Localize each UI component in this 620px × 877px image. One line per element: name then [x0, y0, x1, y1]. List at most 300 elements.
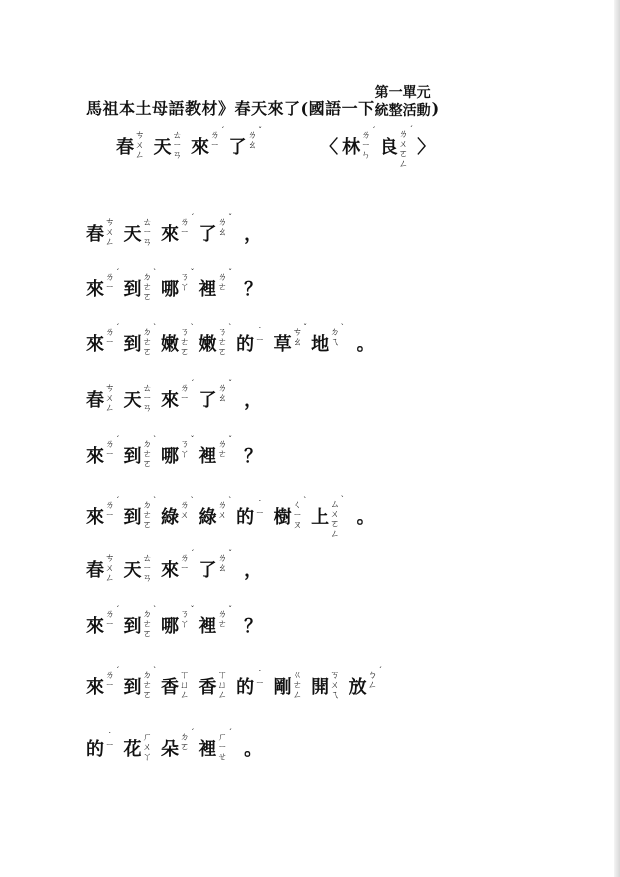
punctuation-mark: ， — [244, 559, 263, 581]
zhuyin-symbol: ㄧ — [255, 335, 265, 347]
character-with-zhuyin — [342, 125, 376, 163]
tone-mark: ˇ — [190, 267, 195, 277]
character-with-zhuyin — [273, 495, 308, 533]
zhuyin-symbol: ㄌ — [180, 552, 190, 564]
punctuation-mark: 。 — [244, 738, 263, 760]
zhuyin-symbol: ㄌ — [105, 608, 115, 620]
zhuyin-symbol: ㄥ — [180, 689, 190, 701]
zhuyin-annotation — [292, 322, 308, 348]
character-with-zhuyin — [198, 548, 233, 581]
zhuyin-annotation — [217, 267, 233, 293]
zhuyin-annotation — [143, 733, 153, 763]
zhuyin-annotation — [142, 666, 158, 701]
zhuyin-annotation — [255, 499, 265, 520]
zhuyin-symbol: ㄛ — [398, 148, 409, 160]
hanzi-character: 的 — [236, 676, 255, 698]
tone-mark: ˋ — [153, 666, 158, 675]
zhuyin-symbol: ㄧ — [142, 226, 153, 238]
hanzi-character: 嫩 — [198, 333, 217, 355]
tone-mark: ˊ — [115, 322, 120, 332]
hanzi-character: 草 — [273, 333, 292, 355]
hanzi-character: 開 — [311, 676, 330, 698]
zhuyin-symbol: ㄧ — [180, 392, 190, 404]
zhuyin-symbol: ㄨ — [142, 741, 153, 753]
punctuation-mark: ， — [244, 389, 263, 411]
zhuyin-symbol: ㄜ — [142, 679, 153, 691]
zhuyin-symbol: ㄊ — [142, 553, 153, 564]
tone-mark: ˊ — [190, 212, 195, 222]
character-with-zhuyin — [198, 212, 233, 245]
zhuyin-annotation — [142, 323, 158, 358]
zhuyin-symbol: ㄉ — [142, 272, 153, 283]
header-unit-top: 第一單元 — [374, 85, 431, 101]
zhuyin-symbol: ㄟ — [330, 689, 340, 701]
hanzi-character: 裡 — [198, 278, 217, 300]
tone-mark: ˊ — [190, 727, 195, 737]
zhuyin-symbol: ㄢ — [172, 149, 183, 161]
zhuyin-annotation — [180, 604, 195, 630]
zhuyin-annotation — [330, 495, 345, 540]
tone-mark: ˇ — [228, 548, 233, 558]
hanzi-character: 來 — [86, 333, 104, 355]
zhuyin-annotation — [217, 548, 233, 574]
character-with-zhuyin — [198, 378, 233, 411]
tone-mark: ˋ — [340, 495, 345, 504]
hanzi-character: 天 — [123, 559, 142, 581]
zhuyin-symbol: ㄌ — [247, 129, 258, 141]
character-with-zhuyin — [86, 267, 120, 300]
zhuyin-symbol: ㄜ — [142, 281, 153, 293]
header-close-paren: ) — [431, 99, 440, 118]
tone-mark: ˊ — [115, 434, 120, 444]
tone-mark: ˊ — [115, 267, 120, 277]
zhuyin-symbol: ㄘ — [105, 383, 115, 394]
zhuyin-annotation — [105, 322, 120, 348]
zhuyin-symbol: ㄧ — [180, 562, 190, 574]
zhuyin-annotation — [143, 554, 153, 584]
punctuation-mark: 。 — [356, 333, 375, 355]
zhuyin-symbol: ㄥ — [367, 679, 378, 691]
zhuyin-annotation — [180, 323, 195, 358]
character-with-zhuyin — [161, 727, 195, 760]
hanzi-character: 的 — [236, 506, 255, 528]
zhuyin-annotation — [105, 604, 120, 630]
tone-mark: ˋ — [153, 435, 158, 444]
character-with-zhuyin — [191, 125, 225, 158]
character-with-zhuyin — [123, 383, 153, 416]
zhuyin-symbol: ㄛ — [142, 519, 153, 531]
hanzi-character: 哪 — [161, 278, 180, 300]
neutral-tone-mark: ˙ — [257, 326, 263, 337]
zhuyin-symbol: ㄧ — [217, 741, 228, 753]
tone-mark: ˇ — [228, 604, 233, 614]
verse-line — [86, 665, 386, 703]
zhuyin-symbol: ㄉ — [180, 731, 190, 743]
zhuyin-symbol: ㄧ — [105, 740, 115, 752]
zhuyin-symbol: ㄚ — [142, 751, 153, 763]
zhuyin-symbol: ㄋ — [217, 327, 228, 338]
tone-mark: ˊ — [190, 378, 195, 388]
zhuyin-symbol: ㄒ — [180, 670, 190, 681]
zhuyin-symbol: ㄌ — [105, 438, 115, 450]
zhuyin-annotation — [217, 728, 233, 763]
worksheet-header — [86, 82, 439, 117]
zhuyin-symbol: ㄧ — [105, 509, 115, 521]
zhuyin-annotation — [105, 665, 120, 691]
character-with-zhuyin — [86, 731, 115, 760]
character-with-zhuyin — [123, 217, 153, 250]
hanzi-character: 到 — [123, 278, 142, 300]
neutral-tone-mark: ˙ — [257, 669, 263, 680]
tone-mark: ˋ — [190, 495, 195, 505]
punctuation-mark: 。 — [356, 506, 375, 528]
hanzi-character: 來 — [86, 676, 104, 698]
zhuyin-symbol: ㄧ — [105, 618, 115, 630]
zhuyin-symbol: ㄠ — [217, 226, 228, 238]
zhuyin-annotation — [217, 378, 233, 404]
tone-mark: ˊ — [220, 125, 225, 135]
character-with-zhuyin — [236, 669, 265, 698]
hanzi-character: 上 — [311, 506, 330, 528]
hanzi-character: 到 — [123, 333, 142, 355]
zhuyin-annotation — [180, 727, 195, 753]
tone-mark: ˋ — [153, 323, 158, 332]
zhuyin-annotation — [180, 671, 190, 701]
zhuyin-symbol: ㄑ — [292, 499, 303, 511]
zhuyin-symbol: ㄠ — [247, 139, 258, 151]
zhuyin-symbol: ㄠ — [217, 392, 228, 404]
zhuyin-symbol: ㄢ — [142, 572, 153, 584]
zhuyin-symbol: ㄉ — [142, 327, 153, 338]
author-open-bracket: 〈 — [320, 136, 339, 158]
tone-mark: ˋ — [153, 495, 158, 505]
verse-line — [86, 727, 263, 765]
zhuyin-symbol: ㄎ — [330, 670, 340, 681]
zhuyin-annotation — [398, 125, 414, 170]
zhuyin-symbol: ㄧ — [180, 226, 190, 238]
zhuyin-annotation — [105, 267, 120, 293]
zhuyin-annotation — [142, 495, 158, 531]
zhuyin-annotation — [105, 218, 115, 248]
zhuyin-symbol: ㄌ — [217, 271, 228, 283]
character-with-zhuyin — [273, 322, 308, 355]
zhuyin-symbol: ㄩ — [180, 679, 190, 691]
zhuyin-annotation — [292, 495, 308, 531]
character-with-zhuyin — [86, 383, 115, 416]
zhuyin-symbol: ㄧ — [105, 336, 115, 348]
character-with-zhuyin — [161, 212, 195, 245]
character-with-zhuyin — [198, 434, 233, 467]
zhuyin-annotation — [367, 665, 383, 691]
zhuyin-symbol: ㄥ — [217, 689, 228, 701]
zhuyin-symbol: ㄥ — [398, 158, 409, 170]
character-with-zhuyin — [161, 670, 190, 703]
zhuyin-symbol: ㄛ — [142, 346, 153, 358]
zhuyin-annotation — [217, 212, 233, 238]
tone-mark: ˋ — [303, 495, 308, 505]
zhuyin-symbol: ㄢ — [142, 402, 153, 414]
zhuyin-symbol: ㄜ — [142, 448, 153, 460]
hanzi-character: 來 — [86, 506, 104, 528]
character-with-zhuyin — [161, 434, 195, 467]
zhuyin-annotation — [330, 671, 340, 701]
zhuyin-annotation — [247, 125, 263, 151]
hanzi-character: 春 — [86, 389, 104, 411]
hanzi-character: 了 — [198, 389, 217, 411]
hanzi-character: 綠 — [198, 506, 217, 528]
zhuyin-symbol: ㄌ — [217, 216, 228, 228]
character-with-zhuyin — [86, 434, 120, 467]
zhuyin-symbol: ㄌ — [217, 438, 228, 450]
hanzi-character: 了 — [228, 136, 247, 158]
zhuyin-symbol: ㄉ — [142, 439, 153, 450]
zhuyin-symbol: ㄨ — [330, 679, 340, 691]
zhuyin-symbol: ㄊ — [142, 217, 153, 228]
zhuyin-symbol: ㄋ — [180, 438, 190, 450]
zhuyin-symbol: ㄧ — [105, 281, 115, 293]
zhuyin-annotation — [255, 326, 265, 347]
zhuyin-symbol: ㄛ — [217, 346, 228, 358]
character-with-zhuyin — [123, 605, 158, 642]
hanzi-character: 林 — [342, 136, 361, 158]
zhuyin-symbol: ㄛ — [180, 346, 190, 358]
verse-line — [86, 322, 375, 360]
hanzi-character: 來 — [86, 278, 104, 300]
zhuyin-symbol: ㄨ — [330, 508, 340, 520]
zhuyin-annotation — [180, 212, 195, 238]
hanzi-character: 春 — [86, 223, 104, 245]
zhuyin-annotation — [105, 554, 115, 584]
punctuation-mark: ， — [244, 223, 263, 245]
hanzi-character: 綠 — [161, 506, 180, 528]
zhuyin-symbol: ㄌ — [180, 499, 190, 511]
zhuyin-symbol: ㄨ — [105, 562, 115, 574]
character-with-zhuyin — [311, 670, 340, 703]
zhuyin-symbol: ㄥ — [330, 528, 340, 540]
zhuyin-symbol: ㄧ — [142, 562, 153, 574]
zhuyin-annotation — [293, 671, 303, 701]
zhuyin-symbol: ㄒ — [217, 670, 228, 681]
hanzi-character: 嫩 — [161, 333, 180, 355]
zhuyin-symbol: ㄌ — [105, 669, 115, 681]
zhuyin-symbol: ㄚ — [180, 618, 190, 630]
zhuyin-symbol: ㄧ — [172, 139, 183, 151]
character-with-zhuyin — [123, 435, 158, 472]
zhuyin-annotation — [135, 131, 145, 161]
hanzi-character: 到 — [123, 615, 142, 637]
tone-mark: ˊ — [371, 125, 376, 135]
zhuyin-annotation — [142, 435, 158, 470]
zhuyin-symbol: ㄜ — [292, 679, 303, 691]
verse-line — [86, 212, 263, 250]
zhuyin-symbol: ㄥ — [105, 402, 115, 414]
zhuyin-symbol: ㄌ — [105, 326, 115, 338]
zhuyin-annotation — [180, 267, 195, 293]
hanzi-character: 哪 — [161, 445, 180, 467]
zhuyin-symbol: ㄌ — [105, 499, 115, 511]
tone-mark: ˊ — [115, 665, 120, 675]
zhuyin-symbol: ㄛ — [142, 628, 153, 640]
hanzi-character: 天 — [153, 136, 172, 158]
zhuyin-symbol: ㄌ — [105, 271, 115, 283]
tone-mark: ˋ — [340, 322, 345, 332]
hanzi-character: 的 — [236, 333, 255, 355]
character-with-zhuyin — [273, 670, 303, 703]
zhuyin-symbol: ㄛ — [142, 458, 153, 470]
hanzi-character: 剛 — [273, 676, 292, 698]
hanzi-character: 春 — [86, 559, 104, 581]
character-with-zhuyin — [348, 665, 383, 698]
hanzi-character: 來 — [161, 389, 180, 411]
zhuyin-symbol: ㄩ — [217, 679, 228, 691]
hanzi-character: 來 — [86, 615, 104, 637]
zhuyin-symbol: ㄜ — [217, 448, 228, 460]
character-with-zhuyin — [161, 604, 195, 637]
zhuyin-symbol: ㄉ — [142, 670, 153, 681]
hanzi-character: 樹 — [273, 506, 292, 528]
zhuyin-symbol: ㄌ — [217, 552, 228, 564]
character-with-zhuyin — [86, 604, 120, 637]
zhuyin-annotation — [143, 218, 153, 248]
zhuyin-symbol: ㄜ — [142, 618, 153, 630]
hanzi-character: 朵 — [161, 738, 180, 760]
zhuyin-symbol: ㄧ — [292, 509, 303, 521]
neutral-tone-mark: ˙ — [107, 731, 112, 742]
tone-mark: ˋ — [228, 323, 233, 332]
zhuyin-annotation — [105, 434, 120, 460]
zhuyin-symbol: ㄘ — [105, 553, 115, 564]
zhuyin-annotation — [143, 384, 153, 414]
zhuyin-symbol: ㄛ — [180, 741, 190, 753]
verse-line — [86, 548, 263, 586]
zhuyin-annotation — [330, 322, 345, 348]
tone-mark: ˇ — [228, 434, 233, 444]
zhuyin-symbol: ㄥ — [105, 236, 115, 248]
hanzi-character: 來 — [161, 559, 180, 581]
zhuyin-symbol: ㄨ — [217, 509, 228, 521]
zhuyin-annotation — [217, 604, 233, 630]
hanzi-character: 到 — [123, 506, 142, 528]
header-title: 馬祖本土母語教材》春天來了(國語一下 — [86, 99, 375, 118]
hanzi-character: 來 — [86, 445, 104, 467]
zhuyin-symbol: ㄚ — [180, 281, 190, 293]
character-with-zhuyin — [116, 129, 145, 163]
zhuyin-symbol: ㄧ — [105, 448, 115, 460]
zhuyin-annotation — [180, 378, 195, 404]
tone-mark: ˊ — [409, 125, 414, 134]
zhuyin-annotation — [105, 731, 115, 752]
zhuyin-symbol: ㄍ — [292, 670, 303, 681]
zhuyin-symbol: ㄌ — [361, 129, 371, 141]
zhuyin-symbol: ㄨ — [398, 138, 409, 150]
verse-line — [86, 604, 263, 642]
zhuyin-symbol: ㄊ — [172, 129, 183, 141]
zhuyin-symbol: ㄥ — [292, 689, 303, 701]
zhuyin-symbol: ㄧ — [210, 139, 220, 151]
character-with-zhuyin — [198, 323, 233, 360]
zhuyin-symbol: ㄢ — [142, 236, 153, 248]
zhuyin-symbol: ㄛ — [330, 518, 340, 530]
zhuyin-symbol: ㄌ — [217, 499, 228, 511]
zhuyin-symbol: ㄧ — [255, 678, 265, 690]
character-with-zhuyin — [161, 495, 195, 528]
hanzi-character: 春 — [116, 136, 134, 158]
zhuyin-symbol: ㄜ — [180, 336, 190, 348]
character-with-zhuyin — [86, 553, 115, 586]
zhuyin-annotation — [217, 323, 233, 358]
zhuyin-annotation — [180, 434, 195, 460]
tone-mark: ˋ — [153, 268, 158, 277]
zhuyin-annotation — [105, 495, 120, 521]
character-with-zhuyin — [86, 665, 120, 698]
punctuation-mark: ？ — [244, 445, 263, 467]
tone-mark: ˊ — [115, 604, 120, 614]
zhuyin-symbol: ㄨ — [105, 226, 115, 238]
verse-line — [86, 495, 375, 540]
poem-title — [116, 125, 266, 163]
hanzi-character: 來 — [161, 223, 180, 245]
character-with-zhuyin — [123, 495, 158, 533]
zhuyin-symbol: ㄥ — [105, 572, 115, 584]
character-with-zhuyin — [198, 495, 233, 528]
character-with-zhuyin — [161, 267, 195, 300]
tone-mark: ˇ — [228, 212, 233, 222]
zhuyin-annotation — [217, 434, 233, 460]
zhuyin-annotation — [210, 125, 225, 151]
zhuyin-symbol: ㄠ — [217, 562, 228, 574]
zhuyin-symbol: ㄨ — [105, 392, 115, 404]
character-with-zhuyin — [198, 670, 228, 703]
zhuyin-symbol: ㄉ — [142, 609, 153, 620]
character-with-zhuyin — [153, 129, 183, 163]
zhuyin-symbol: ㄨ — [135, 139, 145, 151]
verse-line — [86, 434, 263, 472]
character-with-zhuyin — [86, 322, 120, 355]
verse-line — [86, 378, 263, 416]
zhuyin-symbol: ㄟ — [330, 336, 340, 348]
zhuyin-symbol: ㄌ — [398, 129, 409, 140]
hanzi-character: 天 — [123, 223, 142, 245]
zhuyin-symbol: ㄜ — [217, 281, 228, 293]
character-with-zhuyin — [123, 732, 153, 765]
zhuyin-annotation — [173, 131, 183, 161]
zhuyin-symbol: ㄝ — [217, 751, 228, 763]
zhuyin-symbol: ㄧ — [142, 392, 153, 404]
character-with-zhuyin — [379, 125, 414, 170]
character-with-zhuyin — [86, 217, 115, 250]
zhuyin-symbol: ㄜ — [217, 618, 228, 630]
character-with-zhuyin — [161, 548, 195, 581]
hanzi-character: 裡 — [198, 615, 217, 637]
zhuyin-symbol: ㄠ — [292, 336, 303, 348]
zhuyin-symbol: ㄜ — [217, 336, 228, 348]
character-with-zhuyin — [311, 495, 345, 540]
punctuation-mark: ？ — [244, 278, 263, 300]
tone-mark: ˊ — [115, 495, 120, 505]
character-with-zhuyin — [198, 728, 233, 765]
character-with-zhuyin — [161, 323, 195, 360]
tone-mark: ˇ — [228, 267, 233, 277]
zhuyin-symbol: ㄛ — [142, 689, 153, 701]
character-with-zhuyin — [123, 666, 158, 703]
hanzi-character: 花 — [123, 738, 142, 760]
zhuyin-symbol: ㄚ — [180, 448, 190, 460]
tone-mark: ˋ — [190, 323, 195, 332]
hanzi-character: 香 — [161, 676, 180, 698]
zhuyin-symbol: ㄌ — [210, 129, 220, 141]
neutral-tone-mark: ˙ — [257, 499, 263, 510]
zhuyin-annotation — [142, 605, 158, 640]
